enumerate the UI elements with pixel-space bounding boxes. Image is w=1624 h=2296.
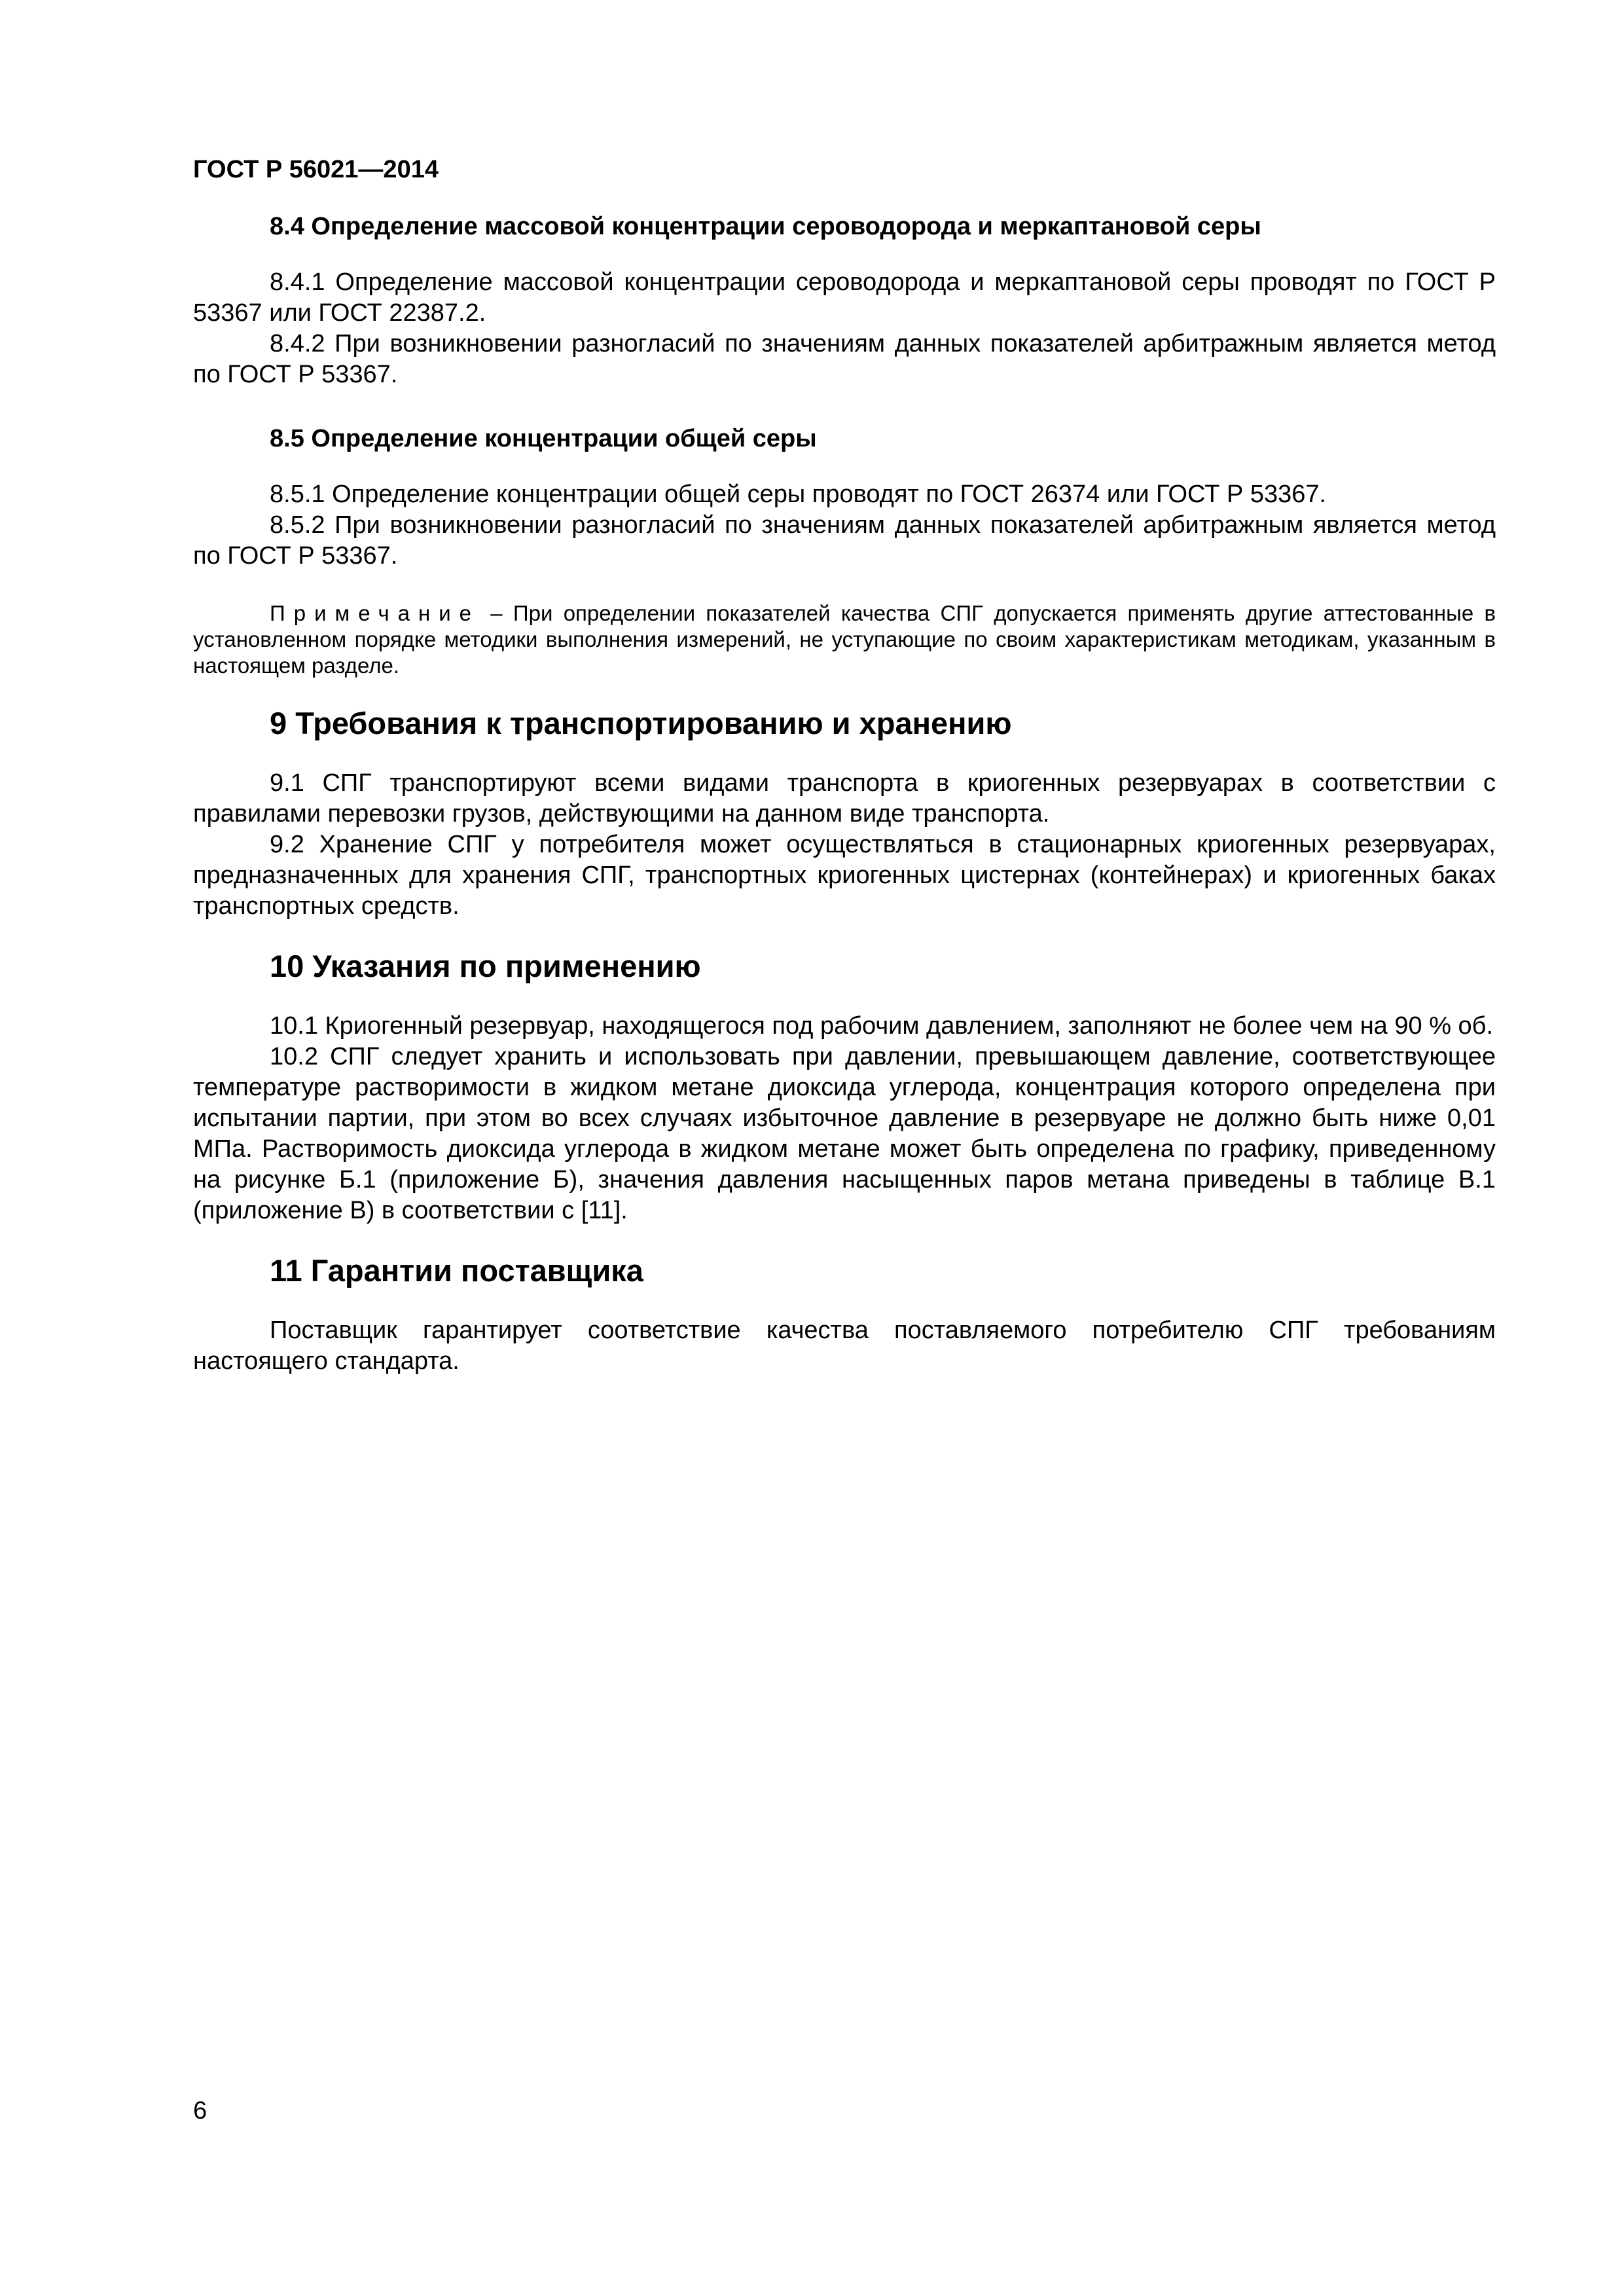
section-11-paragraph: Поставщик гарантирует соответствие качества поставляемого потребителю СПГ требованиям настоящего стандарта. bbox=[193, 1317, 1496, 1375]
section-8-5-2-paragraph: 8.5.2 При возникновении разногласий по значениям данных показателей арбитражным является метод по ГОСТ Р 53367. bbox=[193, 511, 1496, 570]
document-body bbox=[193, 211, 1496, 1377]
section-10-heading: 10 Указания по применению bbox=[270, 949, 701, 983]
section-9-1-paragraph: 9.1 СПГ транспортируют всеми видами транспорта в криогенных резервуарах в соответствии с правилами перевозки грузов, действующими на данном виде транспорта. bbox=[193, 769, 1496, 828]
section-8-4-2-paragraph: 8.4.2 При возникновении разногласий по значениям данных показателей арбитражным является метод по ГОСТ Р 53367. bbox=[193, 330, 1496, 388]
section-8-5-heading: 8.5 Определение концентрации общей серы bbox=[270, 425, 817, 452]
section-8-5-1-paragraph: 8.5.1 Определение концентрации общей серы проводят по ГОСТ 26374 или ГОСТ Р 53367. bbox=[270, 481, 1327, 508]
note-paragraph bbox=[193, 600, 1496, 679]
document-page bbox=[193, 0, 1496, 2296]
section-11-heading: 11 Гарантии поставщика bbox=[270, 1253, 643, 1288]
section-8-4-1-paragraph: 8.4.1 Определение массовой концентрации сероводорода и меркаптановой серы проводят по ГОСТ Р 53367 или ГОСТ 22387.2. bbox=[193, 268, 1496, 327]
note-text: – При определении показателей качества СПГ допускается применять другие аттестованные в установленном порядке методики выполнения измерений, не уступающие по своим характеристикам методикам, указанным в настоящем разделе. bbox=[193, 601, 1496, 678]
page-number: 6 bbox=[193, 2097, 208, 2124]
section-9-2-paragraph: 9.2 Хранение СПГ у потребителя может осуществляться в стационарных криогенных резервуарах, предназначенных для хранения СПГ, транспортных криогенных цистернах (контейнерах) и криогенных баках транспортных средств. bbox=[193, 831, 1496, 920]
note-label: Примечание bbox=[270, 601, 480, 625]
section-10-1-paragraph: 10.1 Криогенный резервуар, находящегося под рабочим давлением, заполняют не более чем на 90 % об. bbox=[270, 1012, 1493, 1040]
document-header-id: ГОСТ Р 56021—2014 bbox=[193, 156, 439, 183]
section-10-2-paragraph: 10.2 СПГ следует хранить и использовать при давлении, превышающем давление, соответствующее температуре растворимости в жидком метане диоксида углерода, концентрация которого определена при испытании партии, при этом во всех случаях избыточное давление в резервуаре не должно быть ниже 0,01 МПа. Растворимость диоксида углерода в жидком метане может быть определена по графику, приведенному на рисунке Б.1 (приложение Б), значения давления насыщенных паров метана приведены в таблице В.1 (приложение В) в соответствии с [11]. bbox=[193, 1043, 1496, 1224]
section-8-4-heading: 8.4 Определение массовой концентрации сероводорода и меркаптановой серы bbox=[270, 213, 1261, 240]
section-9-heading: 9 Требования к транспортированию и хранению bbox=[270, 706, 1012, 740]
